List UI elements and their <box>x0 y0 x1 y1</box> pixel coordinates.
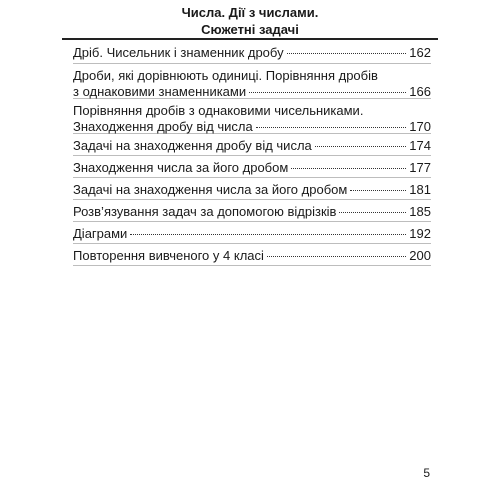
toc-entry-page: 185 <box>409 204 431 219</box>
toc-entry-title-continued: з однаковими знаменниками <box>73 84 247 99</box>
toc-entry[interactable] <box>73 244 431 266</box>
toc-entry[interactable] <box>73 156 431 178</box>
toc-entry-title: Діаграми <box>73 226 128 241</box>
page-number: 5 <box>423 466 430 480</box>
section-title: Числа. Дії з числами. <box>181 5 319 20</box>
toc-entry-title: Повторення вивченого у 4 класі <box>73 248 264 263</box>
section-heading <box>0 4 500 38</box>
toc-entry-title: Знаходження числа за його дробом <box>73 160 289 175</box>
dot-leader <box>291 168 406 169</box>
toc-entry-page: 200 <box>409 248 431 263</box>
dot-leader <box>350 190 406 191</box>
dot-leader <box>287 53 407 54</box>
toc-entry-page: 170 <box>409 119 431 134</box>
toc-entry-title: Порівняння дробів з однаковими чисельниками. <box>73 103 364 118</box>
toc-entry-page: 174 <box>409 138 431 153</box>
toc-entry-title: Дроби, які дорівнюють одиниці. Порівняння дробів <box>73 68 378 83</box>
toc-entry[interactable] <box>73 200 431 222</box>
toc-entry-page: 166 <box>409 84 431 99</box>
toc-entry-page: 181 <box>409 182 431 197</box>
dot-leader <box>267 256 406 257</box>
toc-entry-title: Розв’язування задач за допомогою відрізків <box>73 204 337 219</box>
toc-entry-title: Дріб. Чисельник і знаменник дробу <box>73 45 284 60</box>
toc-entry-title: Задачі на знаходження числа за його дробом <box>73 182 348 197</box>
dot-leader <box>339 212 406 213</box>
toc-entry-title: Задачі на знаходження дробу від числа <box>73 138 312 153</box>
dot-leader <box>315 146 407 147</box>
dot-leader <box>130 234 406 235</box>
toc-entry[interactable] <box>73 40 431 64</box>
toc-entry-page: 177 <box>409 160 431 175</box>
toc-entry-title-continued: Знаходження дробу від числа <box>73 119 253 134</box>
toc-entry[interactable] <box>73 134 431 156</box>
section-subtitle: Сюжетні задачі <box>201 22 299 37</box>
toc-entry[interactable] <box>73 99 431 134</box>
toc-entry[interactable] <box>73 222 431 244</box>
dot-leader <box>249 92 406 93</box>
toc-entry[interactable] <box>73 64 431 99</box>
toc-entry-page: 162 <box>409 45 431 60</box>
table-of-contents <box>73 40 431 266</box>
dot-leader <box>256 127 407 128</box>
toc-entry-page: 192 <box>409 226 431 241</box>
toc-entry[interactable] <box>73 178 431 200</box>
